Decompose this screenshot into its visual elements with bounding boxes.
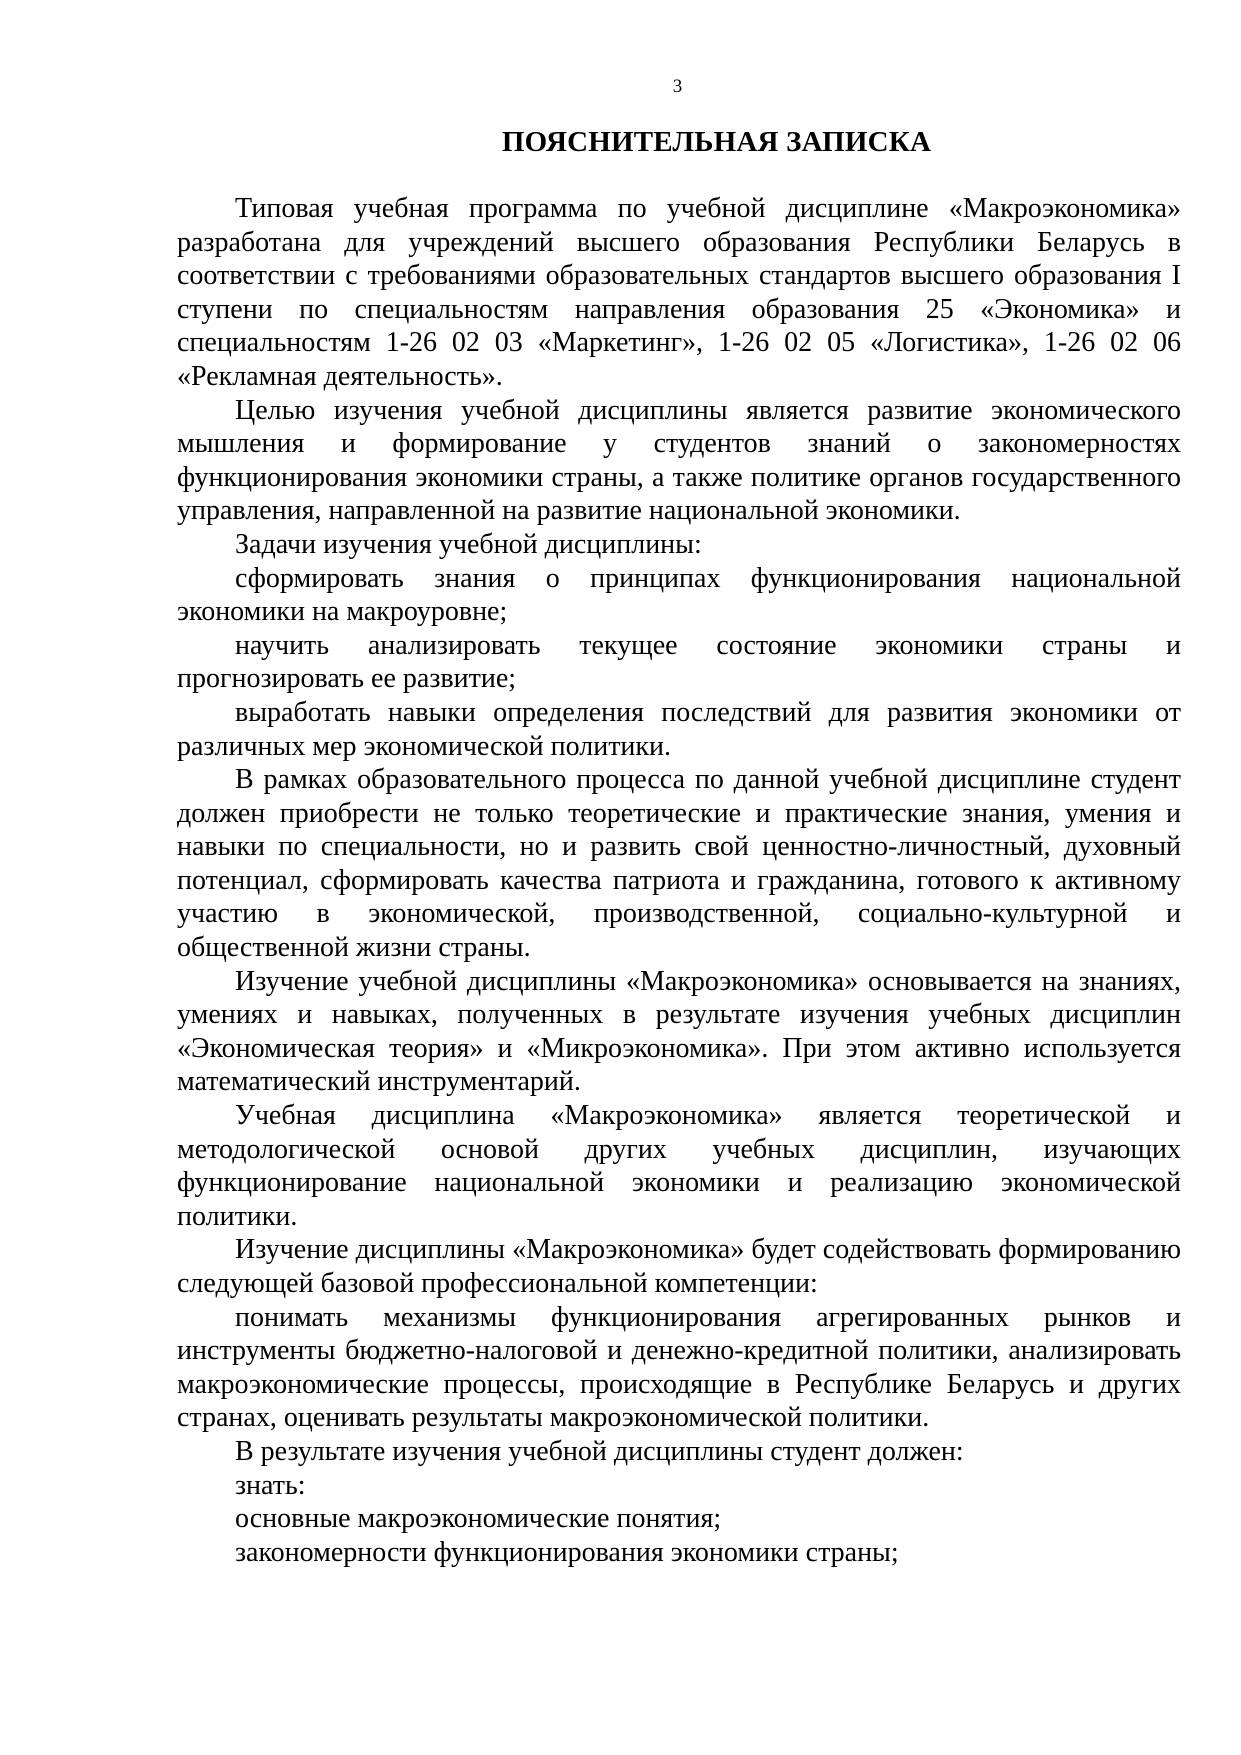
page-number: 3 — [672, 76, 683, 97]
paragraph-goal: Целью изучения учебной дисциплины является развитие экономического мышления и формирование у студентов знаний о закономерностях функционирования экономики страны, а также политике органов государственного управления, направленной на развитие национальной экономики. — [177, 394, 1181, 527]
paragraph-know-heading: знать: — [235, 1469, 306, 1501]
paragraph-results-heading: В результате изучения учебной дисциплины студент должен: — [235, 1435, 964, 1467]
paragraph-educational-process: В рамках образовательного процесса по данной учебной дисциплине студент должен приобрести не только теоретические и практические знания, умения и навыки по специальности, но и развить свой ценностно-личностный, духовный потенциал, сформировать качества патриота и гражданина, готового к активному участию в экономической, производственной, социально-культурной и общественной жизни страны. — [177, 764, 1181, 964]
paragraph-role: Учебная дисциплина «Макроэкономика» является теоретической и методологической основой других учебных дисциплин, изучающих функционирование национальной экономики и реализацию экономической политики. — [177, 1100, 1181, 1232]
document-body — [177, 192, 1181, 1569]
paragraph-tasks-heading: Задачи изучения учебной дисциплины: — [235, 528, 702, 560]
paragraph-prerequisites: Изучение учебной дисциплины «Макроэкономика» основывается на знаниях, умениях и навыках, полученных в результате изучения учебных дисциплин «Экономическая теория» и «Микроэкономика». При этом активно используется математический инструментарий. — [177, 965, 1181, 1098]
list-item-task: выработать навыки определения последствий для развития экономики от различных мер экономической политики. — [177, 696, 1181, 762]
paragraph-competence: понимать механизмы функционирования агрегированных рынков и инструменты бюджетно-налоговой и денежно-кредитной политики, анализировать макроэкономические процессы, происходящие в Республике Беларусь и других странах, оценивать результаты макроэкономической политики. — [177, 1301, 1181, 1434]
paragraph-competence-intro: Изучение дисциплины «Макроэкономика» будет содействовать формированию следующей базовой профессиональной компетенции: — [177, 1234, 1181, 1299]
page-title: ПОЯСНИТЕЛЬНАЯ ЗАПИСКА — [501, 126, 932, 158]
list-item-know: закономерности функционирования экономики страны; — [235, 1536, 899, 1568]
list-item-task: сформировать знания о принципах функционирования национальной экономики на макроуровне; — [177, 562, 1181, 628]
list-item-know: основные макроэкономические понятия; — [235, 1503, 722, 1535]
list-item-task: научить анализировать текущее состояние экономики страны и прогнозировать ее развитие; — [177, 629, 1181, 695]
paragraph-program-intro: Типовая учебная программа по учебной дисциплине «Макроэкономика» разработана для учреждений высшего образования Республики Беларусь в соответствии с требованиями образовательных стандартов высшего образования I ступени по специальностям направления образования 25 «Экономика» и специальностям 1-26 02 03 «Маркетинг», 1-26 02 05 «Логистика», 1-26 02 06 «Рекламная деятельность». — [177, 193, 1181, 392]
